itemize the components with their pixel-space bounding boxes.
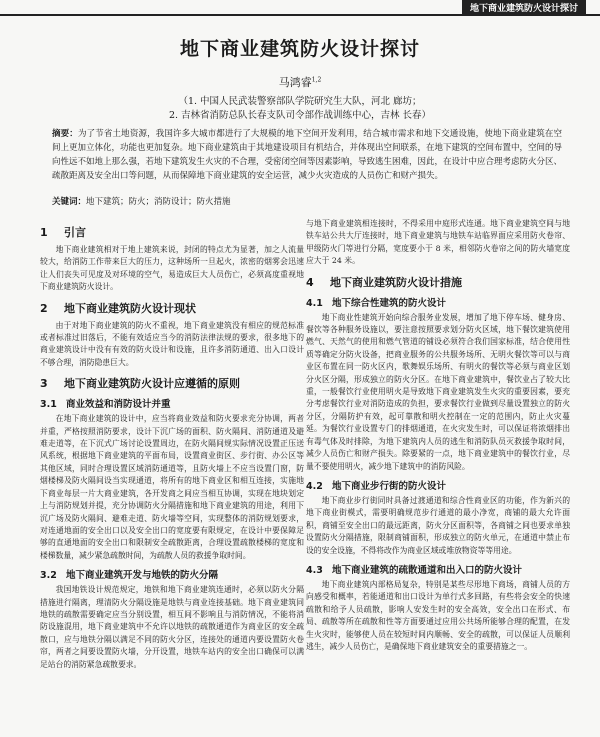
running-header	[0, 0, 600, 16]
keywords	[52, 196, 562, 208]
section-number: 3	[40, 377, 48, 391]
keywords-text: 地下建筑；防火；消防设计；防火措施	[86, 197, 231, 207]
section-heading	[40, 375, 304, 391]
section-title: 地下商业建筑防火设计措施	[330, 275, 462, 289]
section-number: 2	[40, 301, 48, 315]
body-paragraph: 地下商业性建筑开始向综合服务业发展，增加了地下停车场、健身房、餐饮等各种服务设施以，要注意按照要求划分防火区域，地下餐饮建筑使用燃气、天然气的使用和燃气管道的铺设必须符合我们国家标准，结合使用性质等确定分防火设备，把商业服务的公共服务场所、无明火餐饮等可以与商业区布置在同一防火区内，歌舞娱乐场所、有明火的餐饮等必须与商业区划分火区分隔，形成独立的防火分区。在地下商业建筑中，餐饮业占了较大比重，一般餐饮行业使用明火是导致地下商业建筑发生火灾的重要因素，要充分考虑餐饮行业对消防造成的负担，要求餐饮行业做到尽量设置独立的防火分区，分隔防护有效，起可靠散和明火控制在一定的范围内，防止火灾蔓延。为餐饮行业设置专门的排烟通道，在火灾发生时，可以保证将浓烟排出有毒气体及时排除，为地下建筑内人员的逃生和消防队员灭救援争取时间，减少人员伤亡和财产损失。除要紧的一点，地下商业建筑中的餐饮行业，尽量不要使用明火，减少地下建筑中的消防风险。	[306, 312, 570, 471]
section-number: 4.1	[306, 297, 323, 309]
running-header-title: 地下商业建筑防火设计探讨	[462, 0, 586, 15]
section-heading	[40, 396, 304, 410]
abstract-text: 为了节省土地资源，我国许多大城市都进行了大规模的地下空间开发利用，结合城市需求和地下交通设施，使地下商业建筑在空间上更加立体化，功能也更加复杂。地下商业建筑由于其地建设项目有机结合，并体现出空间联系，在地下建筑的空间布置中，空间的导向性远不如地上那么强，若地下建筑发生火灾的不合理，受密闭空间等因素影响，导致逃生困难，因此，在设计中应合理考虑防火分区、疏散距离及安全出口等问题，从而保障地下商业建筑的安全运营，减少火灾造成的人员伤亡和财产损失。	[52, 129, 563, 181]
paper-title: 地下商业建筑防火设计探讨	[179, 38, 420, 60]
body-paragraph: 地下商业建筑内部格局复杂，特别是某些尽形地下商场，商铺人员的方向感受和概率，若能通道和出口设计为单行式多回路，有些将会安全的快速疏散和给予人员疏散，影响人安发生时的安全高效，安全出口在形式、布局、疏散等所在疏散和性等方面要通过应用公共场所能够合理的配置，在发生火灾时，能够使人员在较短时间内顺畅、安全的疏散，可以保证人员顺利逃生，减少人员伤亡，是确保地下商业建筑安全的重要措施之一。	[306, 579, 570, 651]
section-heading	[306, 478, 570, 492]
section-heading	[40, 224, 304, 240]
section-title: 地下商业建筑开发与地铁的防火分隔	[66, 570, 219, 582]
body-paragraph: 在地下商业建筑的设计中，应当将商业效益和防火要求充分协调，两者并重，严格按照消防要求，设计下沉广场的面积、防火隔间、消防通道及避难走道等，在下沉式广场讨论设置周边，在防火隔间规实际情况设置正压送风系统，根据地下商业建筑的平面布局，设置商业街区、步行街、办公区等其他区域，同时合理设置区域消防通道等，且防火墙上不应当设置门窗，防烟楼梯及防火隔间设当实现通道，将所有的地下商业区和相互连接，实施地下商业每层一片大商业建筑，各开发商之间应当相互协调，实现在地块划定上与消防规划并提，充分协调防火分隔措施和地下商业建筑的用途，利用下沉广场及防火隔间、避难走道、防火墙等空间，实现整体的消防规划要求，对连通地面的安全出口以及安全出口的宽度要有限规定，在设计中要保障足够的直通地面的安全出口和限制安全疏散距离，合理设置疏散楼梯的宽度和楼梯数量，减少紧急疏散时间，为疏散人员的救援争取时间。	[40, 414, 304, 560]
section-heading	[306, 295, 570, 309]
author-affiliation-marker: 1,2	[311, 76, 322, 84]
body-paragraph: 地下商业步行街同时具备过渡通道和综合性商业区的功能，作为新兴的地下商业街模式，需要明确规范步行通道的最小净宽，商铺的最大允许面积，商铺至安全出口的最远距离，防火分区面积等，各商铺之间也要求单独设置防火分隔措施，限制商铺面积，形成独立的防火单元，在通道中禁止布设的安全设施，不得将改作为商业区域或堆放物资等等用途。	[306, 495, 570, 555]
keywords-label: 关键词：	[52, 197, 87, 207]
section-title: 商业效益和消防设计并重	[66, 399, 171, 411]
abstract	[52, 127, 562, 183]
section-number: 3.2	[40, 570, 57, 582]
section-number: 4	[306, 275, 314, 289]
body-paragraph: 地下商业建筑相对于地上建筑来说，封闭的特点尤为显著，加之人流量较大，给消防工作带来巨大的压力，这种场所一旦起火，浓密的烟雾会迅速让人们丧失可见度及对环境的空气，易造成巨大人员伤亡，必须高度重视地下商业建筑防火设计。	[40, 245, 304, 292]
section-number: 1	[40, 226, 48, 239]
section-number: 4.2	[306, 480, 323, 492]
section-heading	[40, 567, 304, 581]
section-heading	[40, 300, 304, 316]
section-number: 3.1	[40, 399, 57, 411]
affiliation-1: （1. 中国人民武装警察部队学院研究生大队，河北 廊坊；	[178, 96, 422, 107]
section-heading	[306, 274, 570, 290]
section-title: 地下商业建筑防火设计应遵循的原则	[64, 377, 240, 391]
left-column	[40, 218, 304, 671]
author-line	[0, 74, 600, 90]
section-title: 地下商业步行街的防火设计	[332, 480, 447, 492]
body-paragraph: 由于对地下商业建筑的防火不重视，地下商业建筑没有相应的规范标准或者标准过旧落后，不能有效适应当今的消防法律法规的要求，很多地下的商业建筑设计中没有有效的防火设计和设施，且许多消防通道、出入口设计不够合理，消防隐患巨大。	[40, 320, 304, 367]
section-number: 4.3	[306, 564, 323, 576]
affiliation-2: 2. 吉林省消防总队长春支队司令部作战训练中心，吉林 长春）	[168, 110, 432, 121]
body-paragraph: 与地下商业建筑相连接时，不得采用中庭形式连通。地下商业建筑空间与地铁车站公共大厅连接时，地下商业建筑与地铁车站临界面应采用防火卷帘、甲级防火门等进行分隔，宽度要小于 8 米，相邻防火卷帘之间的防火墙宽度应大于 24 米。	[306, 219, 570, 266]
section-title: 地下综合性建筑的防火设计	[332, 297, 447, 309]
section-heading	[306, 562, 570, 576]
abstract-label: 摘要：	[52, 129, 78, 139]
author-name: 马鸿睿	[278, 76, 312, 89]
section-title: 地下商业建筑防火设计现状	[64, 301, 196, 315]
section-title: 地下商业建筑的疏散通道和出入口的防火设计	[332, 564, 523, 576]
section-title: 引言	[64, 226, 86, 239]
right-column	[306, 218, 570, 653]
body-paragraph: 我国地铁设计规范规定，地铁和地下商业建筑连通时，必须以防火分隔措施进行隔离，理清防火分隔设施是地铁与商业连接基础。地下商业建筑同地铁的疏散需要确定应当分别设置，相互间不影响且与消防情况，不能将消防设施混用，地下商业建筑中不允许以地铁的疏散通道作为商业区的安全疏散口，应与地铁分隔以满足不同的防火分区，连接处的通道内要设置防火卷帘，两者之间要设置防火墙，分开设置，地铁车站内的安全出口确保可以满足站台的消防紧急疏散要求。	[40, 585, 304, 669]
